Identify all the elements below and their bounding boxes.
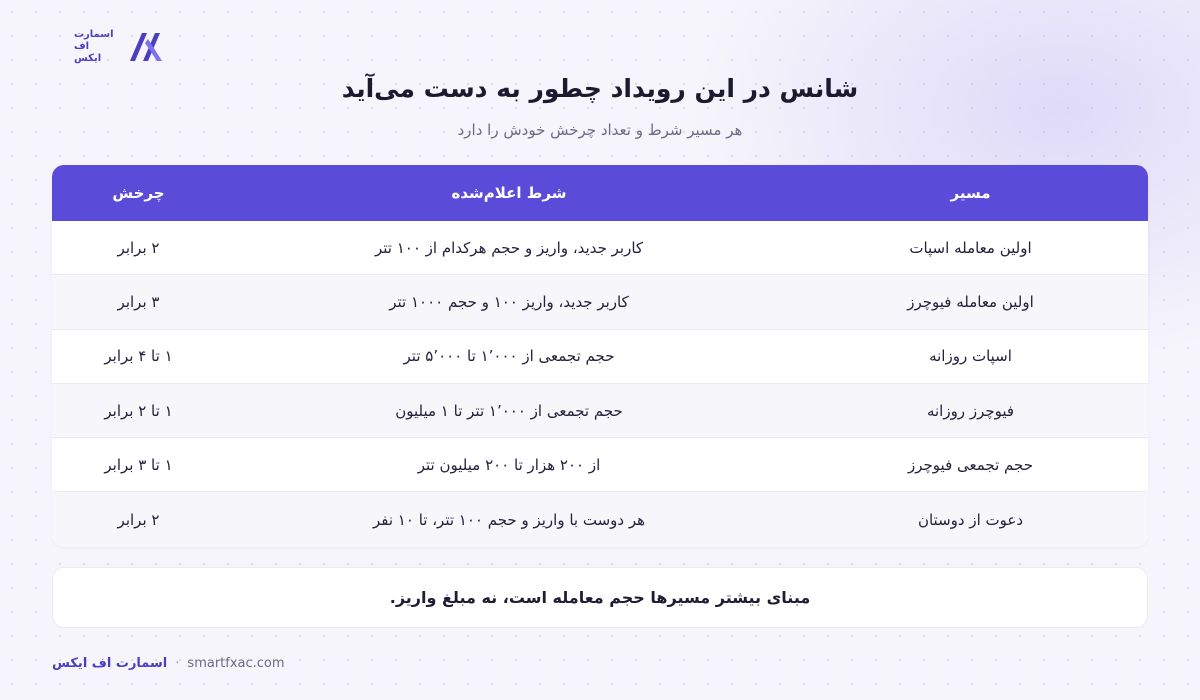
cell-condition: حجم تجمعی از ۱٬۰۰۰ تتر تا ۱ میلیون [395, 401, 623, 420]
logo-mark-icon [126, 27, 166, 67]
page-subtitle: هر مسیر شرط و تعداد چرخش خودش را دارد [457, 121, 743, 139]
column-header-route: مسیر [950, 184, 991, 202]
table-row [52, 330, 1148, 384]
cell-spins: ۱ تا ۲ برابر [104, 401, 173, 420]
table-body [52, 221, 1148, 547]
table-row [52, 384, 1148, 438]
table-row [52, 438, 1148, 492]
footer-separator: · [175, 656, 180, 671]
footer [52, 656, 285, 671]
cell-route: اسپات روزانه [929, 347, 1012, 366]
cell-route: اولین معامله فیوچرز [907, 292, 1034, 311]
cell-route: اولین معامله اسپات [909, 238, 1032, 257]
cell-condition: هر دوست با واریز و حجم ۱۰۰ تتر، تا ۱۰ نفر [372, 510, 646, 529]
logo-line-3: ایکس [74, 53, 102, 64]
cell-route: فیوچرز روزانه [926, 401, 1015, 420]
brand-logo [74, 24, 174, 70]
logo-line-1: اسمارت [74, 29, 114, 40]
cell-condition: کاربر جدید، واریز ۱۰۰ و حجم ۱۰۰۰ تتر [389, 292, 629, 311]
footer-website-link[interactable]: smartfxac.com [187, 656, 285, 671]
column-header-spins: چرخش [112, 184, 165, 202]
table-header [52, 165, 1148, 221]
cell-spins: ۲ برابر [117, 510, 160, 529]
column-header-condition: شرط اعلام‌شده [451, 184, 567, 202]
info-note-text: مبنای بیشتر مسیرها حجم معامله است، نه مبلغ واریز. [389, 588, 811, 607]
spin-conditions-table [52, 165, 1148, 547]
cell-route: حجم تجمعی فیوچرز [908, 455, 1033, 474]
cell-route: دعوت از دوستان [917, 510, 1024, 529]
cell-condition: از ۲۰۰ هزار تا ۲۰۰ میلیون تتر [417, 455, 601, 474]
cell-condition: کاربر جدید، واریز و حجم هرکدام از ۱۰۰ تتر [374, 238, 644, 257]
cell-spins: ۳ برابر [117, 292, 160, 311]
info-note [52, 567, 1148, 628]
cell-spins: ۱ تا ۴ برابر [104, 347, 173, 366]
cell-condition: حجم تجمعی از ۱٬۰۰۰ تا ۵٬۰۰۰ تتر [403, 347, 615, 366]
cell-spins: ۲ برابر [117, 238, 160, 257]
table-row [52, 275, 1148, 329]
logo-wordmark [74, 29, 120, 65]
table-row [52, 221, 1148, 275]
footer-brand: اسمارت اف ایکس [52, 656, 168, 671]
page-title: شانس در این رویداد چطور به دست می‌آید [341, 74, 859, 103]
cell-spins: ۱ تا ۳ برابر [104, 455, 173, 474]
table-row [52, 492, 1148, 546]
logo-line-2: اف [74, 41, 90, 52]
